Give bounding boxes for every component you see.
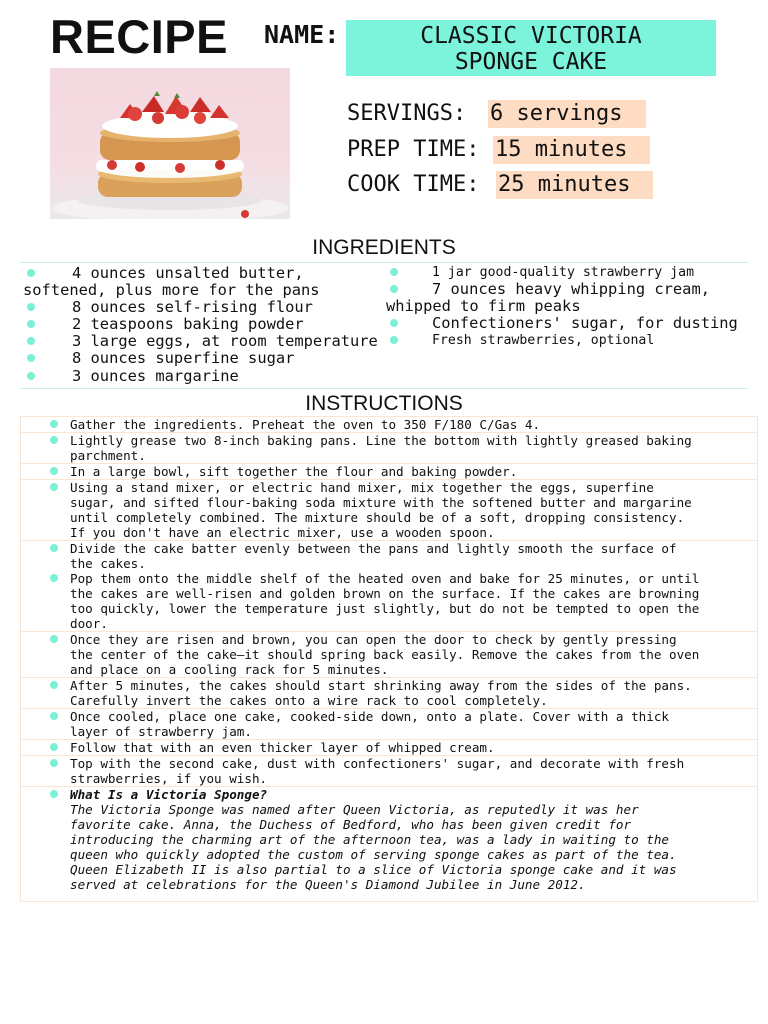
instruction-step: Divide the cake batter evenly between the pans and lightly smooth the surface of the cakes.: [21, 541, 757, 571]
note-title: What Is a Victoria Sponge?: [70, 787, 268, 802]
instruction-step: Top with the second cake, dust with confectioners' sugar, and decorate with fresh strawberries, if you wish.: [21, 756, 757, 786]
bullet-icon: [50, 544, 58, 552]
bullet-icon: [50, 712, 58, 720]
instruction-step: Once they are risen and brown, you can open the door to check by gently pressing the center of the cake—it should spring back easily. Remove the cakes from the oven and place on a cooling rack for 5 minutes.: [21, 632, 757, 677]
instruction-step: Pop them onto the middle shelf of the heated oven and bake for 25 minutes, or until the cakes are well-risen and golden brown on the surface. If the cakes are browning too quickly, lower the temperature just slightly, but do not be tempted to open the door.: [21, 571, 757, 631]
ingredients-left-list: [23, 265, 383, 385]
recipe-name-box: [346, 20, 716, 76]
bullet-icon: [390, 268, 398, 276]
bullet-icon: [27, 303, 35, 311]
bullet-icon: [27, 320, 35, 328]
instruction-step: Lightly grease two 8-inch baking pans. Line the bottom with lightly greased baking parchment.: [21, 433, 757, 463]
instruction-step: Follow that with an even thicker layer of whipped cream.: [21, 740, 757, 755]
recipe-name-line-2: SPONGE CAKE: [454, 49, 608, 75]
ingredients-bottom-rule: [20, 388, 748, 389]
ingredient-item: 4 ounces unsalted butter,: [23, 265, 383, 282]
ingredient-item: 8 ounces self-rising flour: [23, 299, 383, 316]
ingredient-item: 3 large eggs, at room temperature: [23, 333, 383, 350]
instruction-row: [21, 464, 758, 480]
cake-illustration: [50, 68, 290, 219]
instruction-row: [21, 541, 758, 632]
instruction-row: [21, 709, 758, 740]
prep-time-row: [347, 136, 628, 164]
name-label: NAME:: [264, 20, 340, 49]
ingredient-item: Fresh strawberries, optional: [386, 332, 756, 349]
ingredient-item: 7 ounces heavy whipping cream,: [386, 281, 756, 298]
bullet-icon: [50, 467, 58, 475]
ingredient-item-continued: whipped to firm peaks: [386, 297, 581, 315]
ingredient-item: 2 teaspoons baking powder: [23, 316, 383, 333]
instruction-row: [21, 433, 758, 464]
ingredient-item-continued: softened, plus more for the pans: [23, 281, 320, 299]
bullet-icon: [50, 743, 58, 751]
ingredient-item: Confectioners' sugar, for dusting: [386, 315, 756, 332]
bullet-icon: [50, 436, 58, 444]
servings-label: SERVINGS:: [347, 101, 467, 126]
bullet-icon: [390, 319, 398, 327]
cook-time-row: [347, 171, 631, 199]
bullet-icon: [27, 269, 35, 277]
prep-time-label: PREP TIME:: [347, 137, 480, 162]
ingredients-right-list: [386, 264, 756, 349]
instruction-row: [21, 417, 758, 433]
bullet-icon: [27, 372, 35, 380]
cook-time-value: 25 minutes: [496, 171, 653, 199]
instruction-row: [21, 740, 758, 756]
recipe-name-line-1: CLASSIC VICTORIA: [420, 23, 642, 49]
bullet-icon: [50, 635, 58, 643]
instruction-step: Using a stand mixer, or electric hand mixer, mix together the eggs, superfine sugar, and sifted flour-baking soda mixture with the softened butter and margarine until completely combined. The mixture should be of a soft, dropping consistency. If you don't have an electric mixer, use a wooden spoon.: [21, 480, 757, 540]
history-note: What Is a Victoria Sponge? The Victoria Sponge was named after Queen Victoria, as reputedly it was her favorite cake. Anna, the Duchess of Bedford, who has been given credit for introducing the charming art of the afternoon tea, was a lady in waiting to the queen who quickly adopted the custom of serving sponge cakes as part of the tea. Queen Elizabeth II is also partial to a slice of Victoria sponge cake and it was served at celebrations for the Queen's Diamond Jubilee in June 2012.: [21, 787, 757, 892]
bullet-icon: [390, 285, 398, 293]
instruction-step: Once cooled, place one cake, cooked-side down, onto a plate. Cover with a thick layer of strawberry jam.: [21, 709, 757, 739]
ingredient-item: 3 ounces margarine: [23, 368, 383, 385]
ingredients-top-rule: [20, 262, 748, 263]
bullet-icon: [50, 790, 58, 798]
bullet-icon: [50, 574, 58, 582]
ingredients-heading: INGREDIENTS: [312, 236, 456, 259]
bullet-icon: [390, 336, 398, 344]
bullet-icon: [27, 337, 35, 345]
ingredient-item: 1 jar good-quality strawberry jam: [386, 264, 756, 281]
cook-time-label: COOK TIME:: [347, 172, 480, 197]
servings-value: 6 servings: [488, 100, 646, 128]
cake-photo: [50, 68, 290, 219]
recipe-title: RECIPE: [50, 10, 228, 63]
instruction-row: [21, 480, 758, 541]
instruction-step: In a large bowl, sift together the flour and baking powder.: [21, 464, 757, 479]
instructions-table: [20, 416, 758, 902]
servings-row: [347, 100, 623, 128]
bullet-icon: [50, 759, 58, 767]
instruction-row: [21, 756, 758, 787]
bullet-icon: [50, 420, 58, 428]
instructions-heading: INSTRUCTIONS: [305, 392, 463, 415]
bullet-icon: [50, 483, 58, 491]
prep-time-value: 15 minutes: [493, 136, 650, 164]
bullet-icon: [50, 681, 58, 689]
ingredient-item: 8 ounces superfine sugar: [23, 350, 383, 367]
instruction-row: [21, 787, 758, 902]
instruction-row: [21, 678, 758, 709]
instruction-step: Gather the ingredients. Preheat the oven to 350 F/180 C/Gas 4.: [21, 417, 757, 432]
instruction-row: [21, 632, 758, 678]
instruction-step: After 5 minutes, the cakes should start shrinking away from the sides of the pans. Carefully invert the cakes onto a wire rack to cool completely.: [21, 678, 757, 708]
bullet-icon: [27, 354, 35, 362]
